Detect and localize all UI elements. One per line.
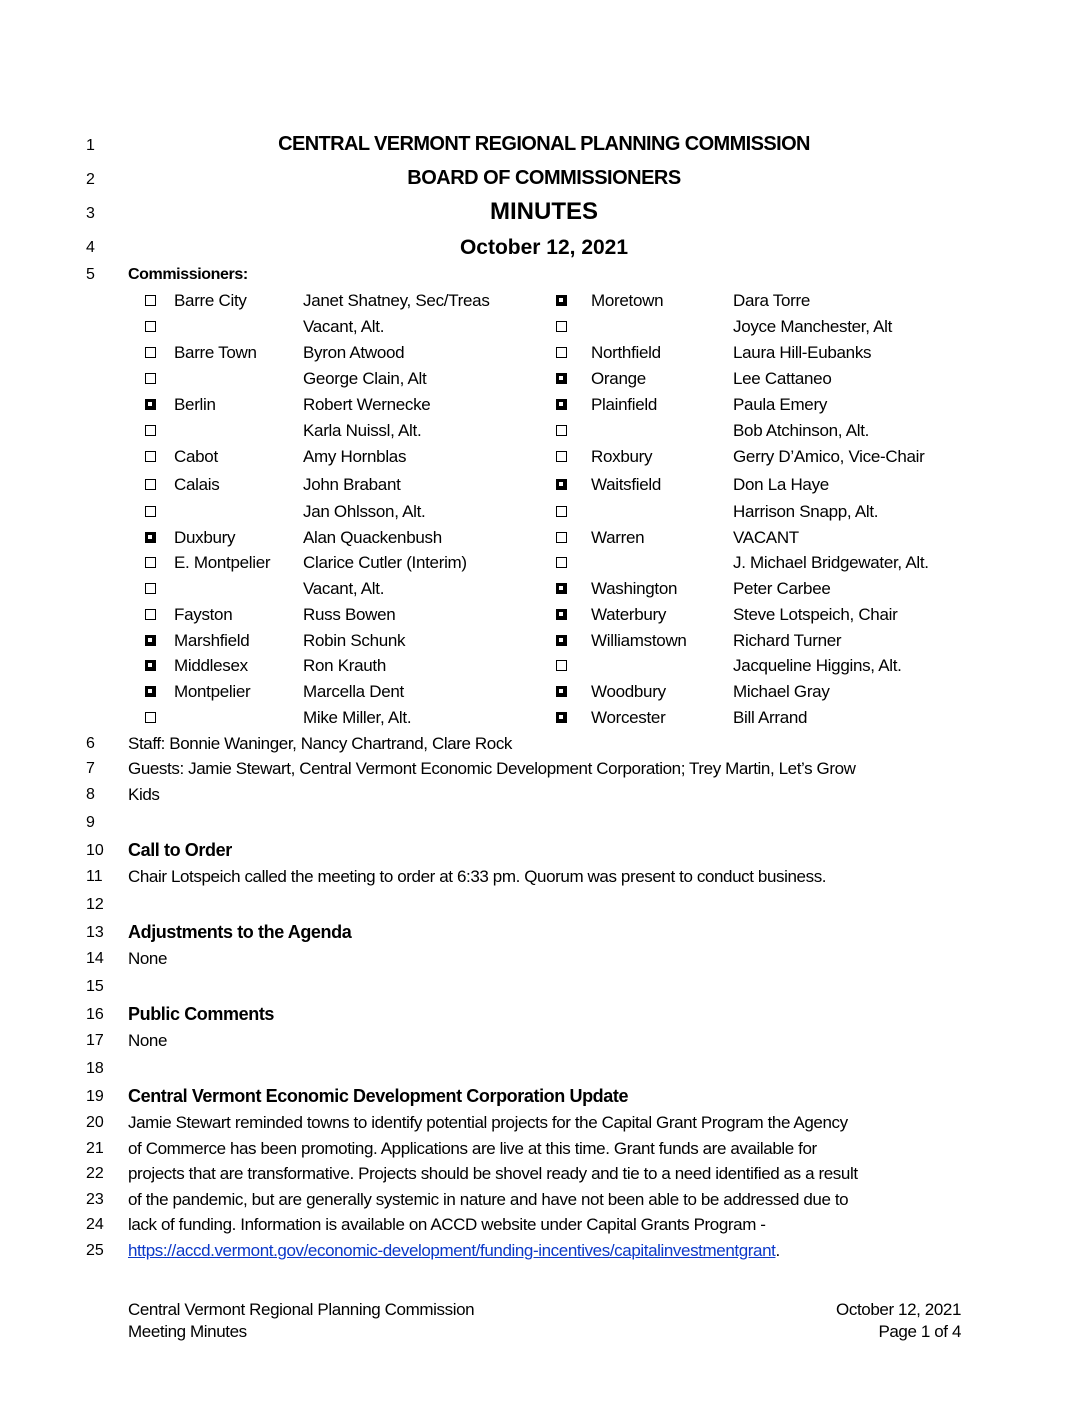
- commissioner-name: Amy Hornblas: [303, 447, 407, 466]
- commissioner-name: Mike Miller, Alt.: [303, 708, 412, 727]
- link-suffix: .: [775, 1241, 780, 1260]
- unchecked-checkbox-icon[interactable]: [145, 347, 156, 358]
- org-title: CENTRAL VERMONT REGIONAL PLANNING COMMISSION: [278, 133, 810, 155]
- unchecked-checkbox-icon[interactable]: [145, 609, 156, 620]
- unchecked-checkbox-icon[interactable]: [556, 532, 567, 543]
- town-name: Calais: [174, 475, 220, 494]
- commissioner-name: Richard Turner: [733, 631, 842, 650]
- town-name: Waitsfield: [591, 475, 662, 494]
- town-name: Northfield: [591, 343, 661, 362]
- guests-line: Guests: Jamie Stewart, Central Vermont Economic Development Corporation; Trey Martin, Let’s Grow: [128, 759, 856, 778]
- commissioner-name: Robin Schunk: [303, 631, 406, 650]
- line-number: 7: [86, 760, 95, 777]
- commissioners-label: Commissioners:: [128, 266, 248, 283]
- line-number: 3: [86, 205, 95, 222]
- town-name: Montpelier: [174, 682, 251, 701]
- town-name: Berlin: [174, 395, 216, 414]
- commissioner-name: Vacant, Alt.: [303, 317, 385, 336]
- line-number: 8: [86, 786, 95, 803]
- unchecked-checkbox-icon[interactable]: [145, 321, 156, 332]
- line-number: 15: [86, 978, 104, 995]
- unchecked-checkbox-icon[interactable]: [556, 557, 567, 568]
- footer-date: October 12, 2021: [836, 1300, 961, 1319]
- commissioner-name: Dara Torre: [733, 291, 810, 310]
- town-name: E. Montpelier: [174, 553, 271, 572]
- commissioner-name: Marcella Dent: [303, 682, 404, 701]
- unchecked-checkbox-icon[interactable]: [145, 295, 156, 306]
- checked-checkbox-icon[interactable]: [556, 609, 567, 620]
- town-name: Roxbury: [591, 447, 653, 466]
- line-number: 21: [86, 1140, 104, 1157]
- unchecked-checkbox-icon[interactable]: [145, 557, 156, 568]
- line-number: 2: [86, 171, 95, 188]
- adjustments-text: None: [128, 949, 168, 968]
- cvedc-heading: Central Vermont Economic Development Corporation Update: [128, 1086, 629, 1106]
- town-name: Moretown: [591, 291, 664, 310]
- commissioner-name: Karla Nuissl, Alt.: [303, 421, 422, 440]
- town-name: Orange: [591, 369, 646, 388]
- commissioner-name: Jan Ohlsson, Alt.: [303, 502, 426, 521]
- call-to-order-heading: Call to Order: [128, 840, 232, 860]
- town-name: Duxbury: [174, 528, 236, 547]
- cvedc-paragraph-line: of the pandemic, but are generally systemic in nature and have not been able to be addressed due to: [128, 1190, 849, 1209]
- checked-checkbox-icon[interactable]: [556, 479, 567, 490]
- line-number: 16: [86, 1006, 104, 1023]
- cvedc-paragraph-line: lack of funding. Information is available on ACCD website under Capital Grants Program -: [128, 1215, 766, 1234]
- public-comments-text: None: [128, 1031, 168, 1050]
- unchecked-checkbox-icon[interactable]: [556, 347, 567, 358]
- line-number: 6: [86, 735, 95, 752]
- unchecked-checkbox-icon[interactable]: [145, 712, 156, 723]
- line-number: 11: [86, 868, 103, 885]
- town-name: Woodbury: [591, 682, 666, 701]
- footer-doc: Meeting Minutes: [128, 1322, 247, 1341]
- town-name: Plainfield: [591, 395, 657, 414]
- commissioner-name: John Brabant: [303, 475, 401, 494]
- commissioner-name: Alan Quackenbush: [303, 528, 442, 547]
- line-number: 25: [86, 1242, 104, 1259]
- commissioner-name: Michael Gray: [733, 682, 830, 701]
- footer-page-number: Page 1 of 4: [878, 1322, 961, 1341]
- town-name: Barre Town: [174, 343, 257, 362]
- board-title: BOARD OF COMMISSIONERS: [407, 167, 681, 189]
- unchecked-checkbox-icon[interactable]: [556, 321, 567, 332]
- cvedc-link-line: [128, 1241, 780, 1261]
- unchecked-checkbox-icon[interactable]: [145, 373, 156, 384]
- unchecked-checkbox-icon[interactable]: [145, 425, 156, 436]
- footer-left: [128, 1299, 474, 1343]
- public-comments-heading: Public Comments: [128, 1004, 275, 1024]
- checked-checkbox-icon[interactable]: [556, 583, 567, 594]
- unchecked-checkbox-icon[interactable]: [145, 506, 156, 517]
- commissioner-name: George Clain, Alt: [303, 369, 427, 388]
- commissioner-name: Clarice Cutler (Interim): [303, 553, 467, 572]
- commissioner-name: Laura Hill-Eubanks: [733, 343, 872, 362]
- town-name: Waterbury: [591, 605, 667, 624]
- line-number: 14: [86, 950, 104, 967]
- staff-line: Staff: Bonnie Waninger, Nancy Chartrand, Clare Rock: [128, 734, 513, 753]
- town-name: Williamstown: [591, 631, 687, 650]
- unchecked-checkbox-icon[interactable]: [556, 506, 567, 517]
- town-name: Marshfield: [174, 631, 250, 650]
- town-name: Worcester: [591, 708, 666, 727]
- checked-checkbox-icon[interactable]: [145, 635, 156, 646]
- commissioner-name: J. Michael Bridgewater, Alt.: [733, 553, 929, 572]
- commissioner-name: Paula Emery: [733, 395, 828, 414]
- commissioner-name: Harrison Snapp, Alt.: [733, 502, 879, 521]
- line-number: 12: [86, 896, 104, 913]
- line-number: 19: [86, 1088, 104, 1105]
- checked-checkbox-icon[interactable]: [556, 686, 567, 697]
- commissioner-name: Janet Shatney, Sec/Treas: [303, 291, 490, 310]
- line-number: 18: [86, 1060, 104, 1077]
- checked-checkbox-icon[interactable]: [556, 295, 567, 306]
- commissioner-name: Vacant, Alt.: [303, 579, 385, 598]
- line-number: 20: [86, 1114, 104, 1131]
- checked-checkbox-icon[interactable]: [556, 399, 567, 410]
- unchecked-checkbox-icon[interactable]: [145, 479, 156, 490]
- town-name: Warren: [591, 528, 645, 547]
- document-type: MINUTES: [490, 198, 598, 225]
- line-number: 17: [86, 1032, 104, 1049]
- line-number: 9: [86, 814, 95, 831]
- unchecked-checkbox-icon[interactable]: [556, 451, 567, 462]
- capital-grant-link[interactable]: https://accd.vermont.gov/economic-development/funding-incentives/capitalinvestmentgrant: [128, 1241, 776, 1260]
- town-name: Washington: [591, 579, 678, 598]
- commissioner-name: Russ Bowen: [303, 605, 396, 624]
- commissioner-name: Gerry D’Amico, Vice-Chair: [733, 447, 925, 466]
- commissioner-name: VACANT: [733, 528, 799, 547]
- cvedc-paragraph-line: Jamie Stewart reminded towns to identify potential projects for the Capital Grant Program the Agency: [128, 1113, 848, 1132]
- commissioner-name: Robert Wernecke: [303, 395, 431, 414]
- line-number: 24: [86, 1216, 104, 1233]
- commissioner-name: Ron Krauth: [303, 656, 386, 675]
- town-name: Cabot: [174, 447, 218, 466]
- commissioner-name: Don La Haye: [733, 475, 829, 494]
- checked-checkbox-icon[interactable]: [145, 399, 156, 410]
- line-number: 1: [86, 137, 95, 154]
- line-number: 4: [86, 239, 95, 256]
- cvedc-paragraph-line: projects that are transformative. Projects should be shovel ready and tie to a need identified as a result: [128, 1164, 858, 1183]
- checked-checkbox-icon[interactable]: [556, 635, 567, 646]
- checked-checkbox-icon[interactable]: [556, 712, 567, 723]
- line-number: 10: [86, 842, 104, 859]
- adjustments-heading: Adjustments to the Agenda: [128, 922, 352, 942]
- line-number: 13: [86, 924, 104, 941]
- commissioner-name: Jacqueline Higgins, Alt.: [733, 656, 902, 675]
- town-name: Middlesex: [174, 656, 248, 675]
- town-name: Fayston: [174, 605, 233, 624]
- commissioner-name: Steve Lotspeich, Chair: [733, 605, 898, 624]
- line-number: 23: [86, 1191, 104, 1208]
- checked-checkbox-icon[interactable]: [556, 373, 567, 384]
- checked-checkbox-icon[interactable]: [145, 532, 156, 543]
- commissioner-name: Bill Arrand: [733, 708, 808, 727]
- call-to-order-text: Chair Lotspeich called the meeting to order at 6:33 pm. Quorum was present to conduct business.: [128, 867, 827, 886]
- line-number: 5: [86, 266, 95, 283]
- cvedc-paragraph-line: of Commerce has been promoting. Applications are live at this time. Grant funds are available for: [128, 1139, 817, 1158]
- unchecked-checkbox-icon[interactable]: [145, 451, 156, 462]
- town-name: Barre City: [174, 291, 247, 310]
- commissioner-name: Bob Atchinson, Alt.: [733, 421, 870, 440]
- footer-right: [836, 1299, 961, 1343]
- footer-org: Central Vermont Regional Planning Commission: [128, 1300, 475, 1319]
- unchecked-checkbox-icon[interactable]: [556, 425, 567, 436]
- checked-checkbox-icon[interactable]: [145, 660, 156, 671]
- commissioner-name: Peter Carbee: [733, 579, 831, 598]
- commissioner-name: Joyce Manchester, Alt: [733, 317, 893, 336]
- line-number: 22: [86, 1165, 104, 1182]
- meeting-date: October 12, 2021: [459, 236, 629, 259]
- checked-checkbox-icon[interactable]: [145, 686, 156, 697]
- commissioner-name: Lee Cattaneo: [733, 369, 832, 388]
- unchecked-checkbox-icon[interactable]: [145, 583, 156, 594]
- commissioner-name: Byron Atwood: [303, 343, 405, 362]
- guests-line-cont: Kids: [128, 785, 160, 804]
- unchecked-checkbox-icon[interactable]: [556, 660, 567, 671]
